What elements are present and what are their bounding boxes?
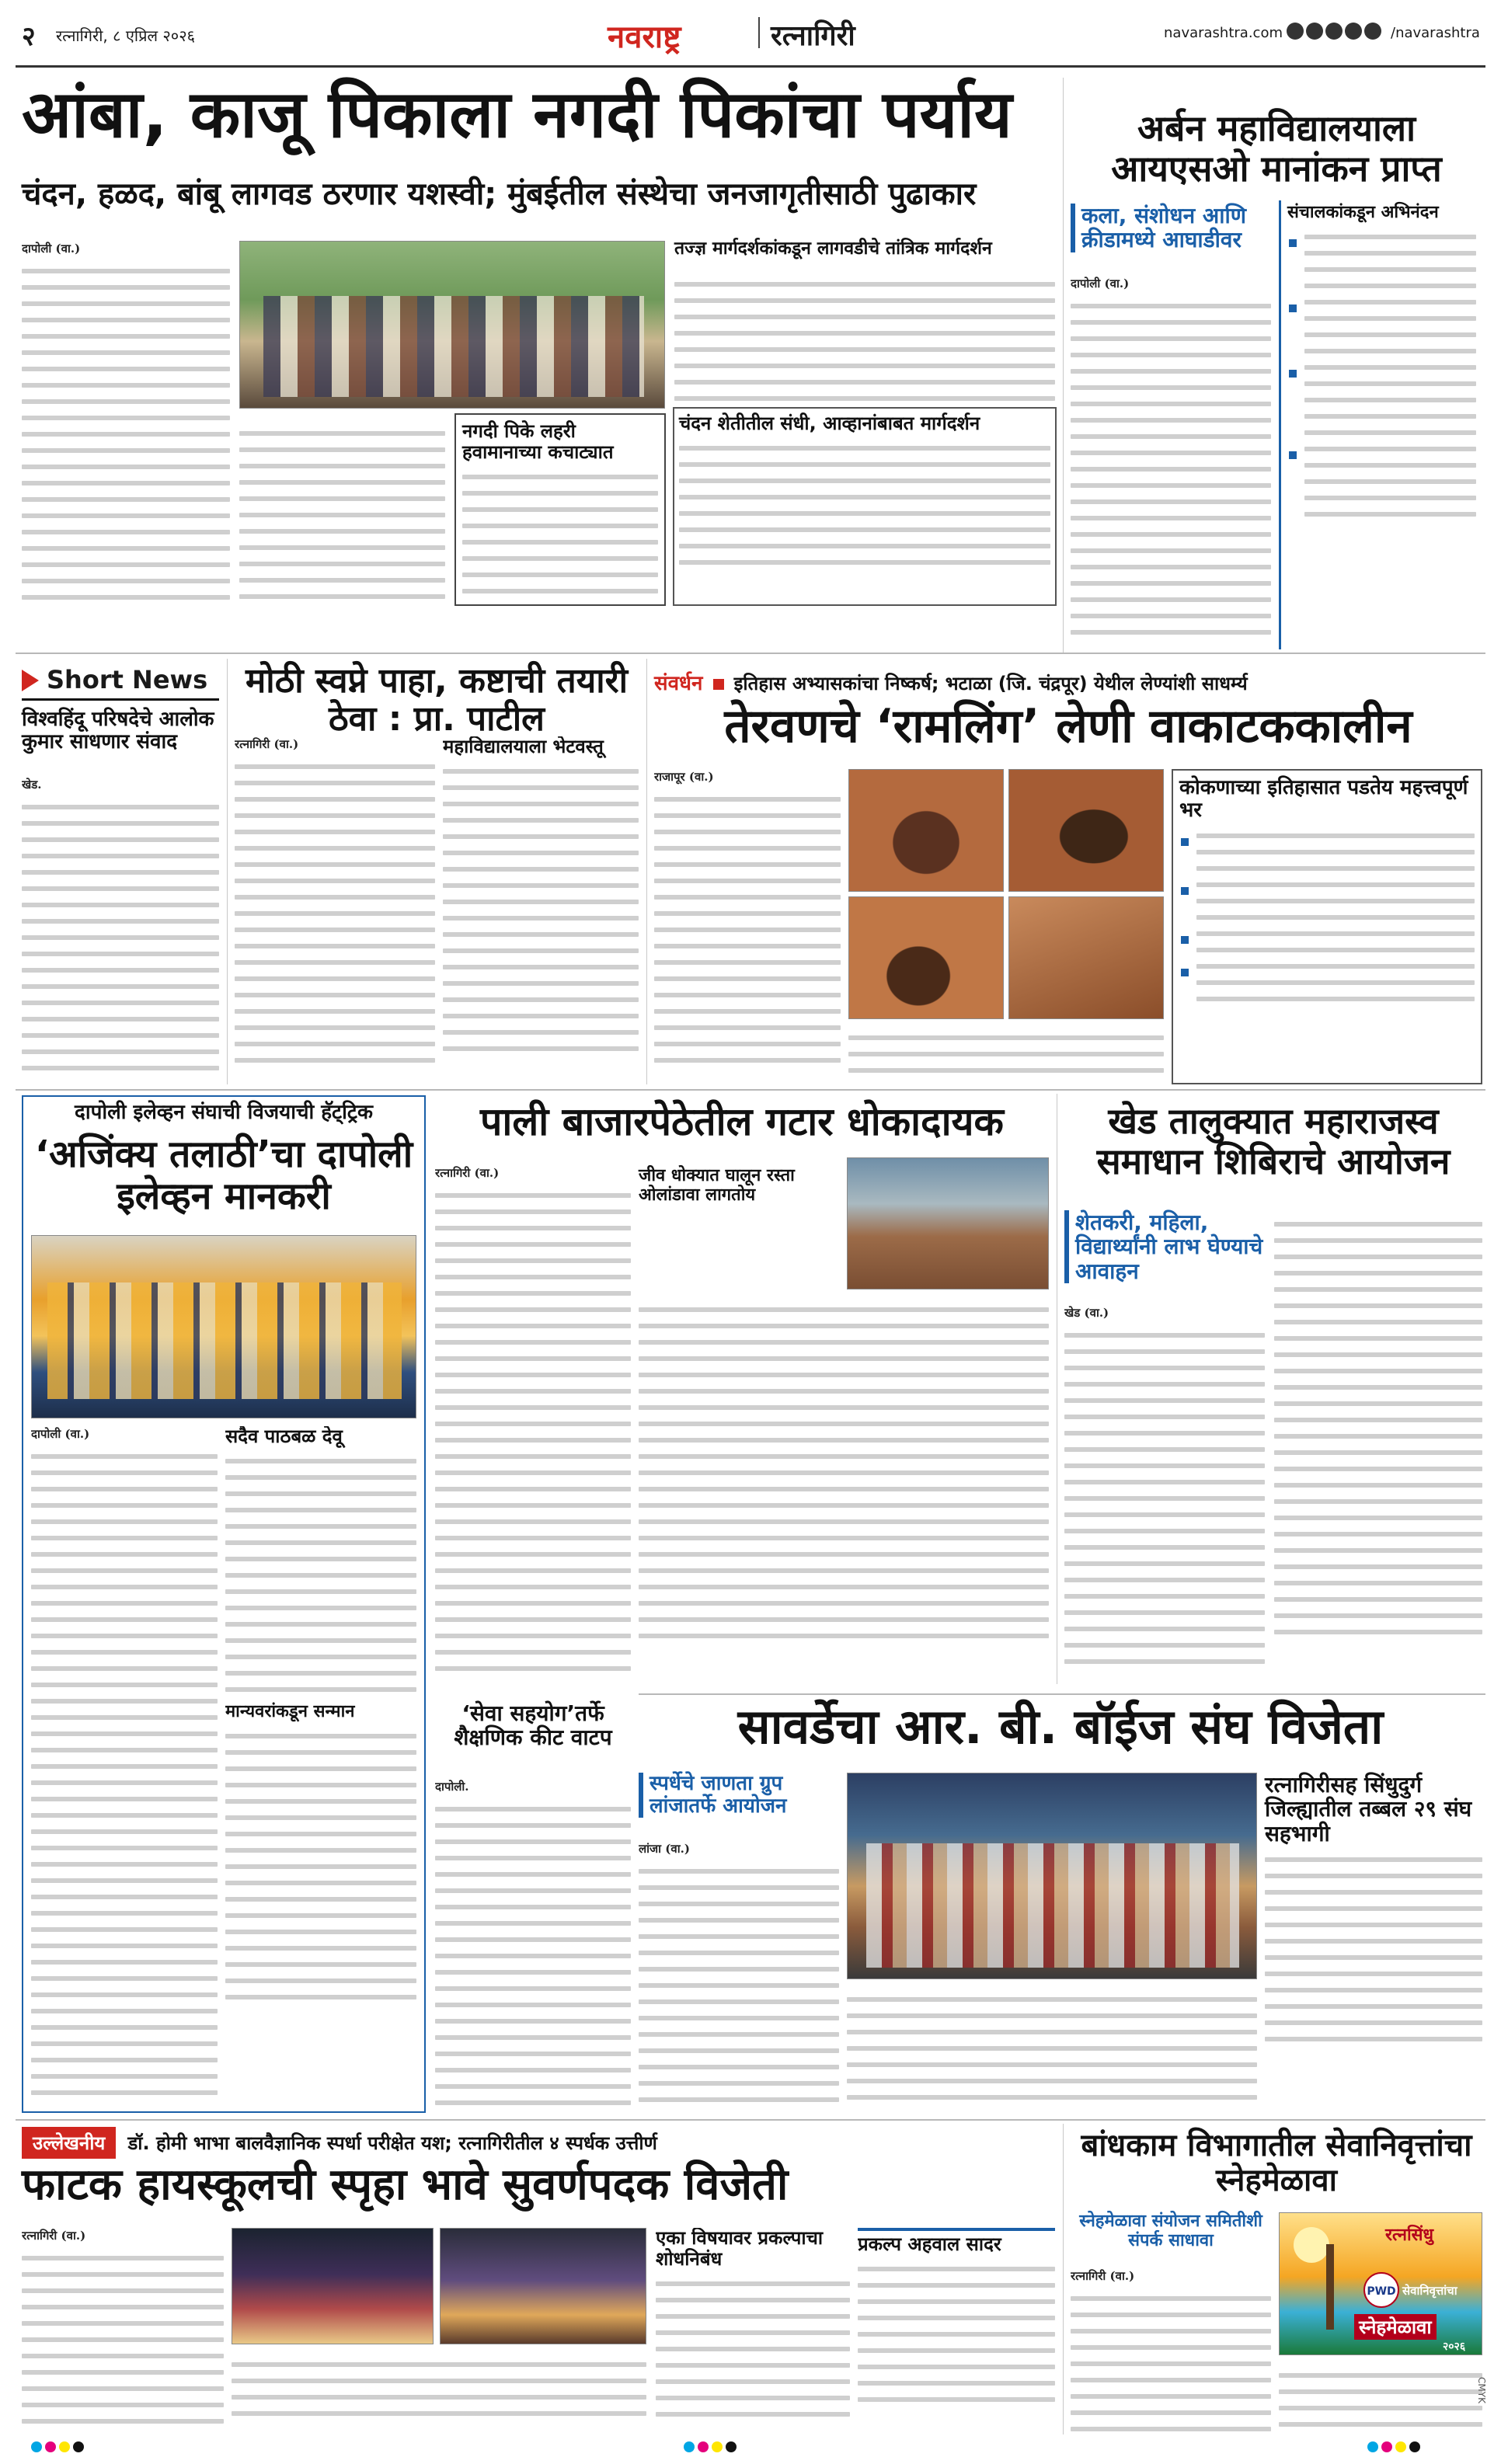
urban-box-item: [1287, 447, 1476, 517]
poster-title: रत्नसिंधु: [1385, 2226, 1434, 2245]
phatak-col-head-2: प्रकल्प अहवाल सादर: [858, 2233, 1001, 2255]
bandhkam-dateline: रत्नागिरी (वा.): [1071, 2269, 1135, 2283]
bandhkam-headline: बांधकाम विभागातील सेवानिवृत्तांचा स्नेहमेळावा: [1081, 2128, 1472, 2198]
poster-year: २०२६: [1443, 2340, 1466, 2353]
cave-photo-3: [848, 896, 1004, 1019]
urban-subhead: कला, संशोधन आणि क्रीडामध्ये आघाडीवर: [1071, 204, 1271, 252]
cricket-photo-team: [47, 1282, 402, 1399]
phatak-column-1: [22, 2228, 224, 2431]
sawarde-photo: [847, 1773, 1257, 1979]
drain-headline: पाली बाजारपेठेतील गटार धोकादायक: [480, 1099, 1004, 1144]
caves-kicker: इतिहास अभ्यासकांचा निष्कर्ष; भटाळा (जि. चंद्रपूर) येथील लेण्यांशी साधर्म्य: [733, 673, 1248, 694]
drain-sub-filler: [435, 1807, 631, 2105]
phatak-column-3: [656, 2228, 850, 2431]
drain-dateline: रत्नागिरी (वा.): [435, 1166, 500, 1180]
cricket-column-2: [225, 1426, 416, 2107]
bandhkam-filler-2: [1279, 2373, 1482, 2427]
bandhkam-filler-1: [1071, 2296, 1271, 2431]
col-divider-dreams: [646, 659, 647, 1084]
dreams-dateline: रत्नागिरी (वा.): [235, 737, 299, 751]
lead-body-filler: [22, 269, 230, 600]
sawarde-subhead: स्पर्धेचे जाणता ग्रुप लांजातर्फे आयोजन: [639, 1773, 839, 1818]
short-news-body: [22, 777, 219, 1084]
section-rule-4: [16, 2119, 1485, 2121]
caves-headline: तेरवणचे ‘रामलिंग’ लेणी वाकाटककालीन: [724, 699, 1412, 753]
sawarde-box-filler: [1265, 1857, 1482, 2041]
phatak-filler-3: [656, 2281, 850, 2417]
drain-column-1: [435, 1165, 631, 1693]
cricket-headline: ‘अजिंक्य तलाठी’चा दापोली इलेव्हन मानकरी: [34, 1133, 413, 1218]
poster-sun-icon: [1294, 2227, 1329, 2263]
drain-filler-2: [639, 1307, 1049, 1638]
page-number: २: [22, 21, 36, 52]
registration-marks: [31, 2441, 84, 2455]
urban-box-item: [1287, 300, 1476, 353]
dreams-filler-1: [235, 764, 435, 1063]
cave-photo-4: [1008, 896, 1164, 1019]
sawarde-dateline: लांजा (वा.): [639, 1842, 690, 1856]
lead-section-head: चंदन शेतीतील संधी, आव्हानांबाबत मार्गदर्शन: [679, 412, 980, 434]
caves-column-2: [848, 1024, 1164, 1084]
phatak-col-head-1: एका विषयावर प्रकल्पाचा शोधनिबंध: [656, 2228, 824, 2270]
lead-box-head: नगदी पिके लहरी हवामानाच्या कचाट्यात: [462, 420, 614, 463]
phatak-photo-1: [232, 2228, 434, 2344]
urban-body-filler: [1071, 304, 1271, 635]
drain-photo-caption: जीव धोक्यात घालून रस्ता ओलांडावा लागतोय: [639, 1166, 795, 1205]
lead-photo: [239, 241, 665, 409]
sawarde-filler-2: [847, 1997, 1257, 2100]
cricket-filler-3: [225, 1734, 416, 1999]
sawarde-headline: सावर्डेचा आर. बी. बॉईज संघ विजेता: [737, 1698, 1384, 1755]
phatak-kicker-row: [22, 2127, 1055, 2159]
paper-name: नवराष्ट्र: [608, 19, 681, 55]
registration-marks-right: [1367, 2441, 1420, 2455]
lead-column-3: [674, 270, 1055, 402]
facebook-icon[interactable]: [1287, 23, 1304, 40]
short-news-label: [22, 662, 219, 701]
section-rule-1: [16, 653, 1485, 654]
col-divider-short: [227, 659, 228, 1084]
dreams-column-1: [235, 736, 435, 1084]
short-news-marker: [22, 670, 39, 691]
drain-column-2: [639, 1296, 1049, 1693]
urban-box-item: [1287, 365, 1476, 435]
phatak-photo-2: [440, 2228, 646, 2344]
poster-line-2: सेवानिवृत्तांचा: [1402, 2284, 1457, 2298]
short-news-headline: विश्वहिंदू परिषदेचे आलोक कुमार साधणार संवाद: [22, 708, 214, 754]
khed-column-1: [1064, 1305, 1265, 1686]
sawarde-column-2: [847, 1985, 1257, 2113]
phatak-kicker: डॉ. होमी भाभा बालवैज्ञानिक स्पर्धा परीक्षेत यश; रत्नागिरीतील ४ स्पर्धक उत्तीर्ण: [127, 2132, 657, 2154]
urban-box-item: [1287, 235, 1476, 288]
youtube-icon[interactable]: [1345, 23, 1362, 40]
cave-photo-2: [1008, 769, 1164, 892]
phatak-headline: फाटक हायस्कूलची स्पृहा भावे सुवर्णपदक विजेती: [22, 2159, 789, 2210]
lead-body-filler-3: [674, 282, 1055, 401]
masthead-date: रत्नागिरी, ८ एप्रिल २०२६: [56, 26, 196, 45]
bandhkam-poster: [1279, 2212, 1482, 2355]
khed-subhead: शेतकरी, महिला, विद्यार्थ्यांनी लाभ घेण्याचे आवाहन: [1064, 1210, 1265, 1283]
drain-filler-1: [435, 1193, 631, 1671]
phatak-tag: उल्लेखनीय: [22, 2127, 116, 2159]
col-divider-right-top: [1063, 78, 1064, 653]
lead-photo-people: [263, 296, 644, 397]
lead-section-filler: [679, 446, 1050, 565]
social-icons: [1287, 23, 1384, 43]
edition-name: रत्नागिरी: [771, 20, 855, 52]
dreams-column-2: [443, 736, 639, 1084]
caves-tag: संवर्धन: [654, 672, 703, 695]
bandhkam-column-1: [1071, 2268, 1271, 2431]
masthead: [0, 0, 1501, 68]
dreams-subhead: महाविद्यालयाला भेटवस्तू: [443, 736, 604, 757]
bandhkam-subhead: स्नेहमेळावा संयोजन समितीशी संपर्क साधावा: [1079, 2212, 1262, 2250]
cricket-subhead: मान्यवरांकडून सन्मान: [225, 1701, 355, 1721]
short-news-filler: [22, 805, 219, 1070]
lead-section: [673, 407, 1057, 606]
masthead-rule: [16, 65, 1485, 68]
poster-badge: PWD: [1363, 2272, 1399, 2308]
lead-column-2: [239, 419, 445, 606]
website-link[interactable]: navarashtra.com: [1164, 25, 1283, 41]
lead-headline: आंबा, काजू पिकाला नगदी पिकांचा पर्याय: [22, 76, 1012, 152]
khed-filler-1: [1064, 1333, 1265, 1664]
cricket-caption-name: सदैव पाठबळ देवू: [225, 1426, 343, 1447]
bandhkam-column-2: [1279, 2361, 1482, 2431]
lead-side-head: तज्ज्ञ मार्गदर्शकांकडून लागवडीचे तांत्रिक मार्गदर्शन: [674, 238, 992, 259]
phatak-column-4: [858, 2228, 1055, 2431]
cricket-filler-1: [31, 1454, 218, 2095]
phatak-dateline: रत्नागिरी (वा.): [22, 2229, 86, 2243]
masthead-divider: [758, 17, 760, 48]
drain-sub-body: [435, 1779, 631, 2113]
lead-subhead: चंदन, हळद, बांबू लागवड ठरणार यशस्वी; मुंबईतील संस्थेचा जनजागृतीसाठी पुढाकार: [22, 176, 977, 212]
caves-filler-2: [848, 1035, 1164, 1073]
urban-body: [1071, 276, 1271, 649]
caves-box-item: [1179, 882, 1475, 920]
caves-box-item: [1179, 964, 1475, 1001]
col-divider-bandhkam: [1063, 2124, 1064, 2434]
cricket-kicker: दापोली इलेव्हन संघाची विजयाची हॅट्ट्रिक: [75, 1101, 373, 1124]
sawarde-box: [1265, 1773, 1482, 2113]
cricket-dateline: दापोली (वा.): [31, 1427, 90, 1441]
urban-dateline: दापोली (वा.): [1071, 277, 1130, 291]
short-news-text: Short News: [47, 665, 208, 694]
khed-column-2: [1274, 1210, 1482, 1686]
sawarde-filler-1: [639, 1869, 839, 2102]
section-rule-3: [639, 1693, 1485, 1695]
linkedin-icon[interactable]: [1364, 23, 1381, 40]
dreams-headline: मोठी स्वप्ने पाहा, कष्टाची तयारी ठेवा : प्रा. पाटील: [245, 661, 629, 740]
drain-subhead: ‘सेवा सहयोग’तर्फे शैक्षणिक कीट वाटप: [454, 1700, 612, 1751]
drain-photo: [847, 1157, 1049, 1289]
caves-kicker-row: [654, 668, 1482, 696]
caves-tag-divider: [713, 679, 724, 690]
social-handle: /navarashtra: [1391, 25, 1480, 41]
urban-headline: अर्बन महाविद्यालयाला आयएसओ मानांकन प्राप्त: [1111, 107, 1442, 190]
urban-box: [1279, 200, 1482, 649]
caves-box-title: कोकणाच्या इतिहासात पडतेय महत्त्वपूर्ण भर: [1179, 776, 1468, 823]
lead-box-filler: [462, 475, 658, 593]
sawarde-photo-team: [866, 1843, 1239, 1968]
khed-filler-2: [1274, 1222, 1482, 1634]
lead-dateline: दापोली (वा.): [22, 242, 81, 256]
registration-marks-center: [684, 2441, 737, 2455]
urban-box-list: [1287, 235, 1476, 517]
poster-line-3: स्नेहमेळावा: [1354, 2314, 1437, 2340]
lead-box: [454, 413, 666, 606]
caves-box-list: [1179, 834, 1475, 1001]
cricket-filler-2: [225, 1459, 416, 1692]
sawarde-column-1: [639, 1841, 839, 2113]
section-rule-2: [16, 1089, 1485, 1091]
cmyk-label: CMYK: [1476, 2377, 1487, 2403]
twitter-icon[interactable]: [1306, 23, 1323, 40]
caves-dateline: राजापूर (वा.): [654, 770, 714, 784]
instagram-icon[interactable]: [1325, 23, 1343, 40]
drain-sub-dateline: दापोली.: [435, 1780, 469, 1794]
cave-photo-1: [848, 769, 1004, 892]
sawarde-box-head: रत्नागिरीसह सिंधुदुर्ग जिल्ह्यातील तब्बल २९ संघ सहभागी: [1265, 1772, 1472, 1846]
lead-column-1: [22, 241, 230, 606]
khed-headline: खेड तालुक्यात महाराजस्व समाधान शिबिराचे आयोजन: [1096, 1100, 1451, 1182]
caves-filler-1: [654, 797, 841, 1063]
poster-palm-icon: [1326, 2244, 1334, 2330]
phatak-filler-4: [858, 2267, 1055, 2402]
short-news-dateline: खेड.: [22, 778, 42, 792]
khed-dateline: खेड (वा.): [1064, 1306, 1109, 1320]
caves-box-item: [1179, 931, 1475, 952]
phatak-filler-2: [232, 2362, 646, 2416]
dreams-filler-2: [443, 769, 639, 1051]
phatak-column-2: [232, 2351, 646, 2431]
lead-body-filler-2: [239, 431, 445, 599]
urban-box-title: संचालकांकडून अभिनंदन: [1287, 203, 1439, 222]
phatak-filler-1: [22, 2256, 224, 2424]
cricket-column-1: [31, 1426, 218, 2107]
cricket-photo: [31, 1235, 416, 1418]
caves-box: [1172, 769, 1482, 1084]
caves-column-1: [654, 769, 841, 1084]
caves-box-item: [1179, 834, 1475, 871]
